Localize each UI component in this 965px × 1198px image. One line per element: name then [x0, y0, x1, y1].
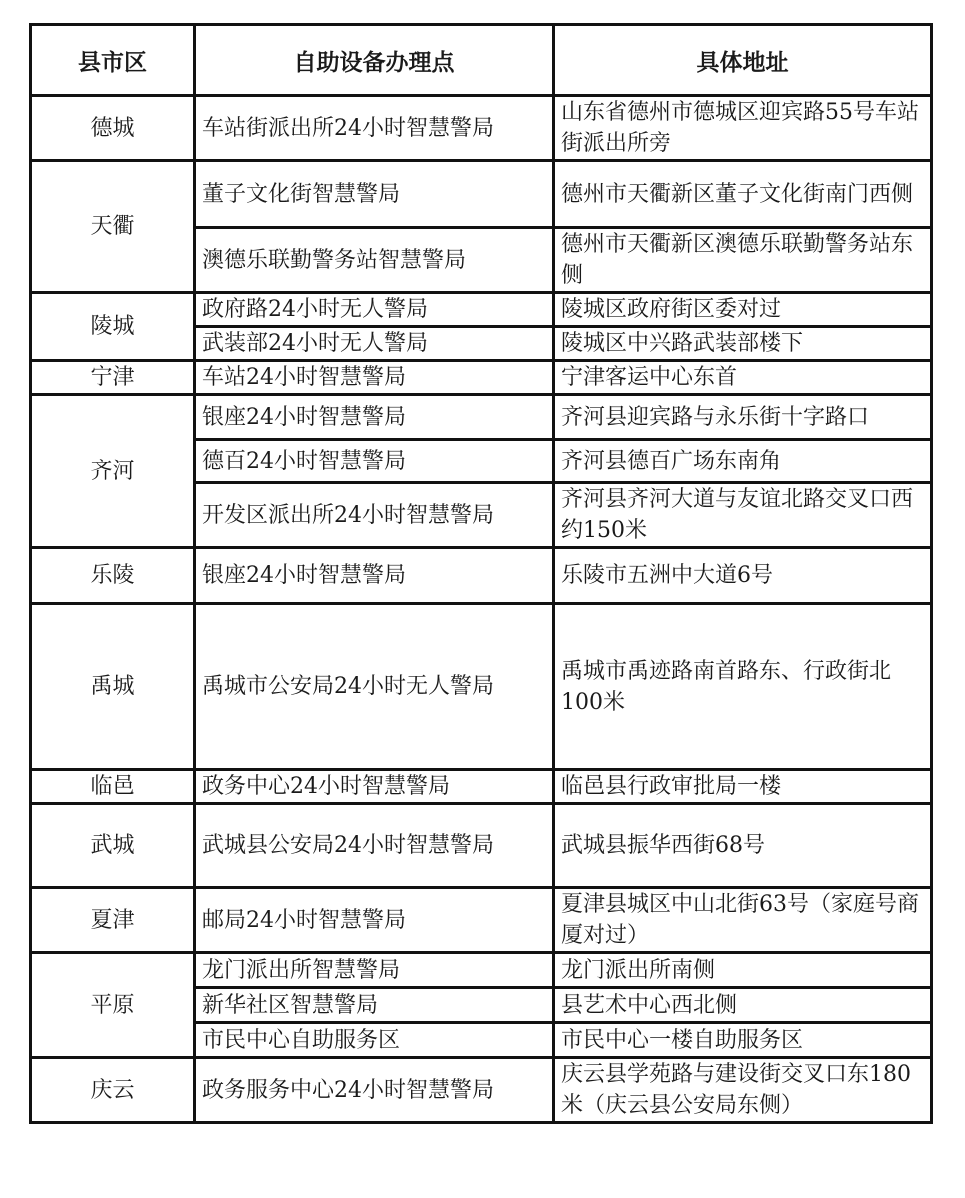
- table-row: [31, 161, 932, 228]
- service-point-cell: 龙门派出所智慧警局: [195, 953, 554, 988]
- header-address: 具体地址: [554, 25, 932, 96]
- address-cell: 夏津县城区中山北街63号（家庭号商厦对过）: [554, 888, 932, 953]
- service-point-cell: 董子文化街智慧警局: [195, 161, 554, 228]
- service-point-cell: 政务中心24小时智慧警局: [195, 770, 554, 804]
- address-cell: 龙门派出所南侧: [554, 953, 932, 988]
- address-cell: 市民中心一楼自助服务区: [554, 1023, 932, 1058]
- service-point-cell: 禹城市公安局24小时无人警局: [195, 604, 554, 770]
- table-row: [31, 888, 932, 953]
- service-point-cell: 车站24小时智慧警局: [195, 361, 554, 395]
- service-point-cell: 开发区派出所24小时智慧警局: [195, 483, 554, 548]
- service-point-cell: 邮局24小时智慧警局: [195, 888, 554, 953]
- county-cell: 夏津: [31, 888, 195, 953]
- table-row: [31, 953, 932, 988]
- header-county: 县市区: [31, 25, 195, 96]
- county-cell: 临邑: [31, 770, 195, 804]
- address-cell: 齐河县德百广场东南角: [554, 440, 932, 483]
- address-cell: 庆云县学苑路与建设街交叉口东180米（庆云县公安局东侧）: [554, 1058, 932, 1123]
- address-cell: 陵城区中兴路武装部楼下: [554, 327, 932, 361]
- table-row: [31, 548, 932, 604]
- address-cell: 山东省德州市德城区迎宾路55号车站街派出所旁: [554, 96, 932, 161]
- address-cell: 宁津客运中心东首: [554, 361, 932, 395]
- table-row: [31, 96, 932, 161]
- county-cell: 武城: [31, 804, 195, 888]
- service-point-cell: 德百24小时智慧警局: [195, 440, 554, 483]
- county-cell: 宁津: [31, 361, 195, 395]
- table-body: [31, 96, 932, 1123]
- table-row: [31, 361, 932, 395]
- table-row: [31, 293, 932, 327]
- header-service-point: 自助设备办理点: [195, 25, 554, 96]
- service-point-cell: 车站街派出所24小时智慧警局: [195, 96, 554, 161]
- service-point-cell: 市民中心自助服务区: [195, 1023, 554, 1058]
- service-point-cell: 银座24小时智慧警局: [195, 395, 554, 440]
- address-cell: 齐河县齐河大道与友谊北路交叉口西约150米: [554, 483, 932, 548]
- self-service-locations-table: [29, 23, 933, 1124]
- service-point-cell: 新华社区智慧警局: [195, 988, 554, 1023]
- address-cell: 临邑县行政审批局一楼: [554, 770, 932, 804]
- address-cell: 德州市天衢新区董子文化街南门西侧: [554, 161, 932, 228]
- service-point-cell: 武装部24小时无人警局: [195, 327, 554, 361]
- table-row: [31, 1058, 932, 1123]
- county-cell: 齐河: [31, 395, 195, 548]
- service-point-cell: 政务服务中心24小时智慧警局: [195, 1058, 554, 1123]
- service-point-cell: 澳德乐联勤警务站智慧警局: [195, 228, 554, 293]
- county-cell: 平原: [31, 953, 195, 1058]
- address-cell: 武城县振华西街68号: [554, 804, 932, 888]
- address-cell: 齐河县迎宾路与永乐街十字路口: [554, 395, 932, 440]
- table-row: [31, 804, 932, 888]
- address-cell: 乐陵市五洲中大道6号: [554, 548, 932, 604]
- address-cell: 陵城区政府街区委对过: [554, 293, 932, 327]
- county-cell: 陵城: [31, 293, 195, 361]
- header-row: [31, 25, 932, 96]
- county-cell: 天衢: [31, 161, 195, 293]
- table-row: [31, 395, 932, 440]
- service-point-cell: 武城县公安局24小时智慧警局: [195, 804, 554, 888]
- county-cell: 德城: [31, 96, 195, 161]
- address-cell: 禹城市禹迹路南首路东、行政街北100米: [554, 604, 932, 770]
- service-point-cell: 银座24小时智慧警局: [195, 548, 554, 604]
- table-row: [31, 770, 932, 804]
- table-row: [31, 604, 932, 770]
- county-cell: 禹城: [31, 604, 195, 770]
- service-point-cell: 政府路24小时无人警局: [195, 293, 554, 327]
- county-cell: 庆云: [31, 1058, 195, 1123]
- address-cell: 县艺术中心西北侧: [554, 988, 932, 1023]
- address-cell: 德州市天衢新区澳德乐联勤警务站东侧: [554, 228, 932, 293]
- county-cell: 乐陵: [31, 548, 195, 604]
